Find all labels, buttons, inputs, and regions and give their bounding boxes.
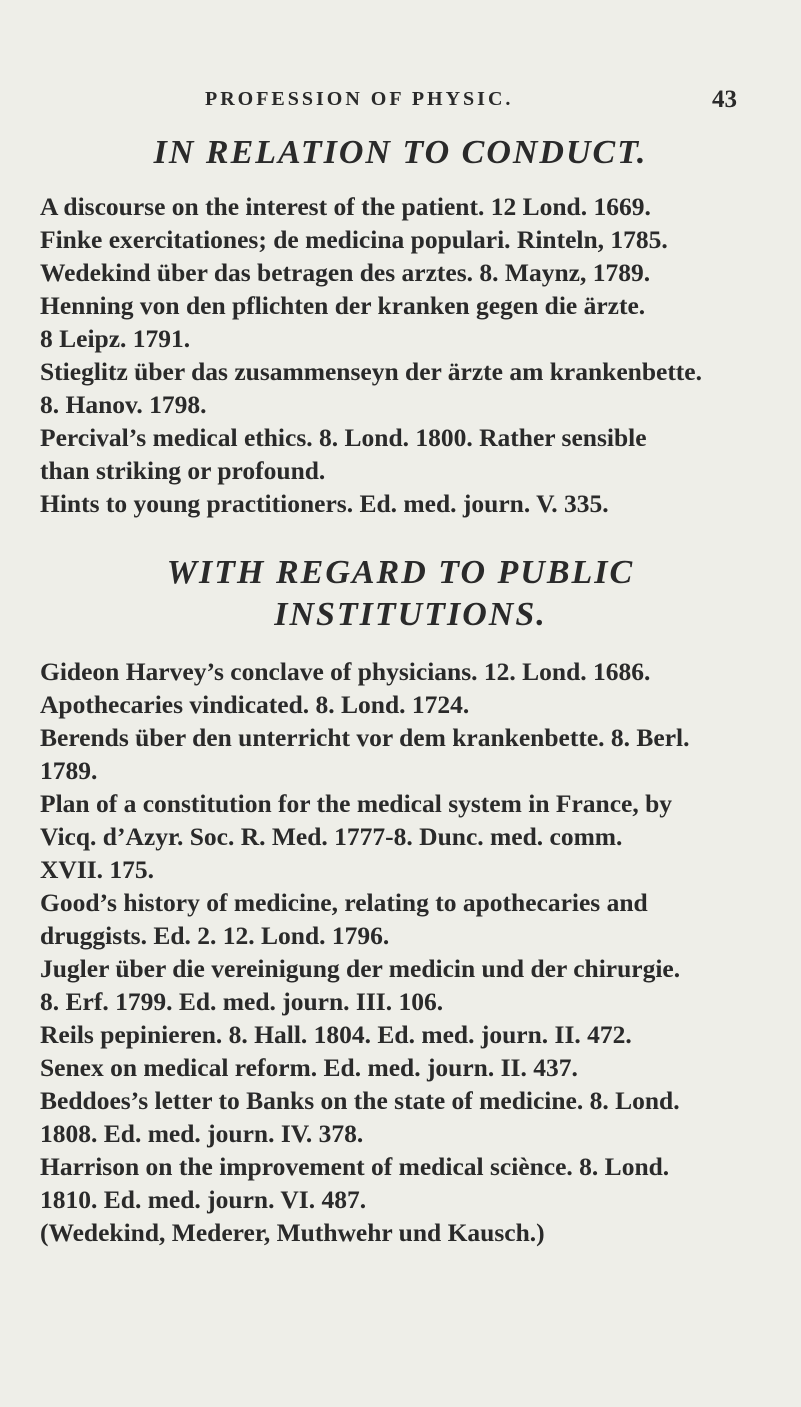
section-heading-conduct [0,132,801,174]
entry-line: A discourse on the interest of the patient. 12 Lond. 1669. [40,192,651,221]
entry-line: 1810. Ed. med. journ. VI. 487. [40,1185,367,1214]
entry-line: Senex on medical reform. Ed. med. journ. II. 437. [40,1053,578,1082]
entry-line: Percival’s medical ethics. 8. Lond. 1800. Rather sensible [40,423,647,452]
entry-line: druggists. Ed. 2. 12. Lond. 1796. [40,921,390,950]
entry-line: Stieglitz über das zusammenseyn der ärzte am krankenbette. [40,357,702,386]
bibliography-entry [0,223,761,256]
entry-line: 8. Hanov. 1798. [40,390,207,419]
bibliography-entry [0,655,761,688]
section-heading-public-institutions [0,552,801,594]
bibliography-entry [0,355,761,421]
section-heading-text: IN RELATION TO CONDUCT. [153,134,648,171]
bibliography-entry [0,787,761,886]
entry-line: (Wedekind, Mederer, Muthwehr und Kausch.) [40,1218,545,1247]
entry-line: 8 Leipz. 1791. [40,324,191,353]
bibliography-entry [0,721,761,787]
section-heading-text: WITH REGARD TO PUBLIC [166,554,635,591]
entry-line: Reils pepinieren. 8. Hall. 1804. Ed. med. journ. II. 472. [40,1020,632,1049]
entry-line: Gideon Harvey’s conclave of physicians. 12. Lond. 1686. [40,657,651,686]
entry-line: than striking or profound. [40,456,326,485]
section-heading-public-institutions-continued [0,594,801,636]
entry-list-public-institutions [0,655,801,1249]
entry-line: Finke exercitationes; de medicina populari. Rinteln, 1785. [40,225,668,254]
bibliography-entry [0,886,761,952]
bibliography-entry [0,190,761,223]
entry-line: Hints to young practitioners. Ed. med. journ. V. 335. [40,489,609,518]
bibliography-entry [0,1051,761,1084]
entry-line: Jugler über die vereinigung der medicin und der chirurgie. [40,954,681,983]
bibliography-entry [0,1084,761,1150]
entry-line: Vicq. d’Azyr. Soc. R. Med. 1777-8. Dunc. med. comm. [40,822,623,851]
entry-line: 8. Erf. 1799. Ed. med. journ. III. 106. [40,987,444,1016]
entry-line: Beddoes’s letter to Banks on the state of medicine. 8. Lond. [40,1086,680,1115]
entry-line: Henning von den pflichten der kranken gegen die ärzte. [40,291,646,320]
entry-line: Apothecaries vindicated. 8. Lond. 1724. [40,690,470,719]
bibliography-entry [0,1150,761,1249]
entry-line: Good’s history of medicine, relating to apothecaries and [40,888,648,917]
entry-line: Harrison on the improvement of medical sciènce. 8. Lond. [40,1152,670,1181]
section-heading-text: INSTITUTIONS. [274,596,547,633]
page-number: 43 [712,86,737,113]
running-head [0,88,801,128]
bibliography-entry [0,1018,761,1051]
bibliography-entry [0,289,761,355]
entry-line: Plan of a constitution for the medical system in France, by [40,789,673,818]
entry-line: Berends über den unterricht vor dem krankenbette. 8. Berl. [40,723,690,752]
bibliography-entry [0,487,761,520]
running-title: PROFESSION OF PHYSIC. [205,88,514,110]
entry-line: 1789. [40,756,98,785]
entry-list-conduct [0,190,801,520]
bibliography-entry [0,421,761,487]
bibliography-entry [0,256,761,289]
entry-line: Wedekind über das betragen des arztes. 8. Maynz, 1789. [40,258,651,287]
bibliography-entry [0,688,761,721]
bibliography-entry [0,952,761,1018]
entry-line: XVII. 175. [40,855,155,884]
entry-line: 1808. Ed. med. journ. IV. 378. [40,1119,364,1148]
